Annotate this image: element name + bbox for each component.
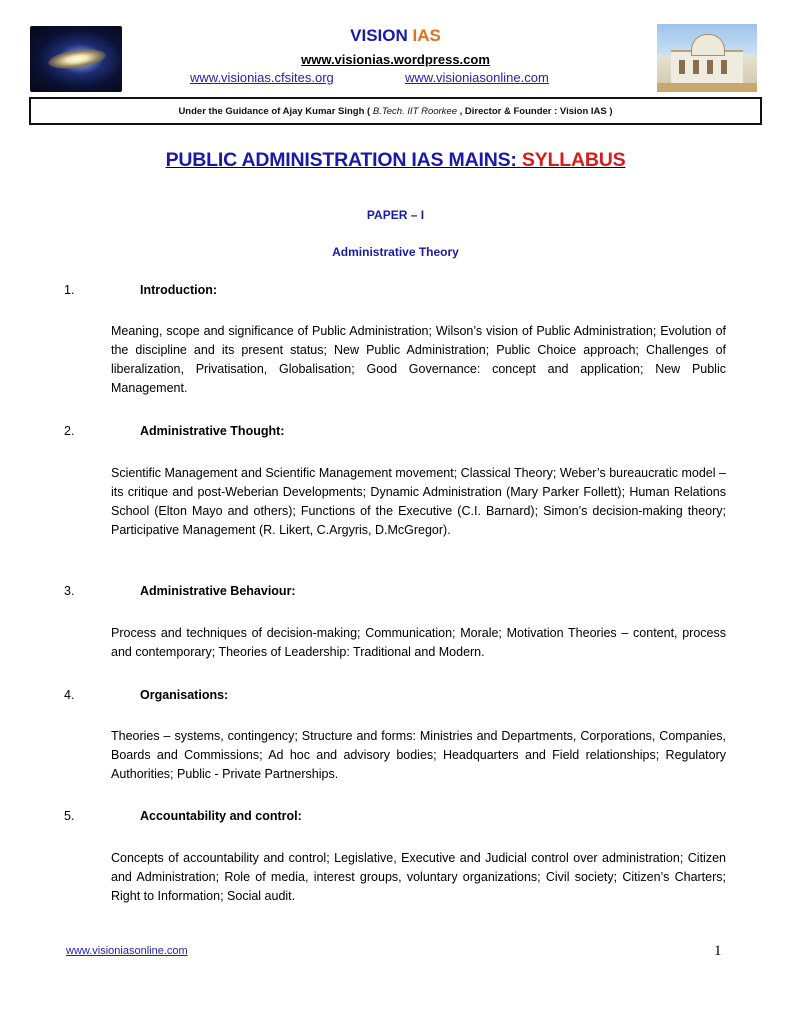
visioniasonline-link[interactable]: www.visioniasonline.com: [405, 70, 549, 85]
section-body: Theories – systems, contingency; Structure and forms: Ministries and Departments, Corporations, Companies, Boards and Commissions; Ad hoc and advisory bodies; Headquarters and Field relationships; Regulatory Authorities; Public - Private Partnerships.: [111, 729, 726, 781]
section-number: 1.: [64, 283, 75, 297]
title-main: PUBLIC ADMINISTRATION IAS MAINS:: [165, 149, 517, 171]
cfsites-link[interactable]: www.visionias.cfsites.org: [190, 70, 334, 85]
section-body: Process and techniques of decision-making; Communication; Morale; Motivation Theories – content, process and contemporary; Theories of Leadership: Traditional and Modern.: [111, 626, 726, 659]
building-photo-image: [657, 24, 757, 92]
guidance-prefix: Under the Guidance of Ajay Kumar Singh (: [178, 105, 371, 117]
document-title: [0, 149, 791, 172]
section-heading: Organisations:: [140, 688, 229, 702]
section-heading: Administrative Behaviour:: [140, 584, 296, 598]
section-heading: Accountability and control:: [140, 809, 302, 823]
wordpress-site-link[interactable]: www.visionias.wordpress.com: [301, 52, 490, 67]
footer-link[interactable]: www.visioniasonline.com: [66, 945, 188, 957]
section-number: 2.: [64, 424, 75, 438]
brand-part-vision: VISION: [350, 26, 408, 45]
guidance-suffix: , Director & Founder : Vision IAS ): [459, 105, 613, 117]
section-number: 4.: [64, 688, 75, 702]
title-syllabus: SYLLABUS: [521, 149, 626, 171]
guidance-qualification: B.Tech. IIT Roorkee: [372, 105, 457, 117]
section-heading: Introduction:: [140, 283, 218, 297]
section-number: 3.: [64, 584, 75, 598]
subject-title: Administrative Theory: [332, 245, 459, 259]
section-body: Meaning, scope and significance of Public Administration; Wilson’s vision of Public Administration; Evolution of the discipline and its present status; New Public Administration; Public Choice approach; Challenges of liberalization, Privatisation, Globalisation; Good Governance: concept and application; New Public Management.: [111, 324, 726, 395]
brand-part-ias: IAS: [412, 26, 441, 45]
paper-label: PAPER – I: [366, 208, 425, 222]
page-number: 1: [714, 943, 722, 959]
section-number: 5.: [64, 809, 75, 823]
section-heading: Administrative Thought:: [140, 424, 285, 438]
guidance-banner: [29, 97, 762, 125]
section-body: Scientific Management and Scientific Management movement; Classical Theory; Weber’s bureaucratic model – its critique and post-Weberian Developments; Dynamic Administration (Mary Parker Follett); Human Relations School (Elton Mayo and others); Functions of the Executive (C.I. Barnard); Simon’s decision-making theory; Participative Management (R. Likert, C.Argyris, D.McGregor).: [111, 466, 726, 537]
section-body: Concepts of accountability and control; Legislative, Executive and Judicial control over administration; Citizen and Administration; Role of media, interest groups, voluntary organizations; Civil society; Citizen’s Charters; Right to Information; Social audit.: [111, 851, 726, 903]
